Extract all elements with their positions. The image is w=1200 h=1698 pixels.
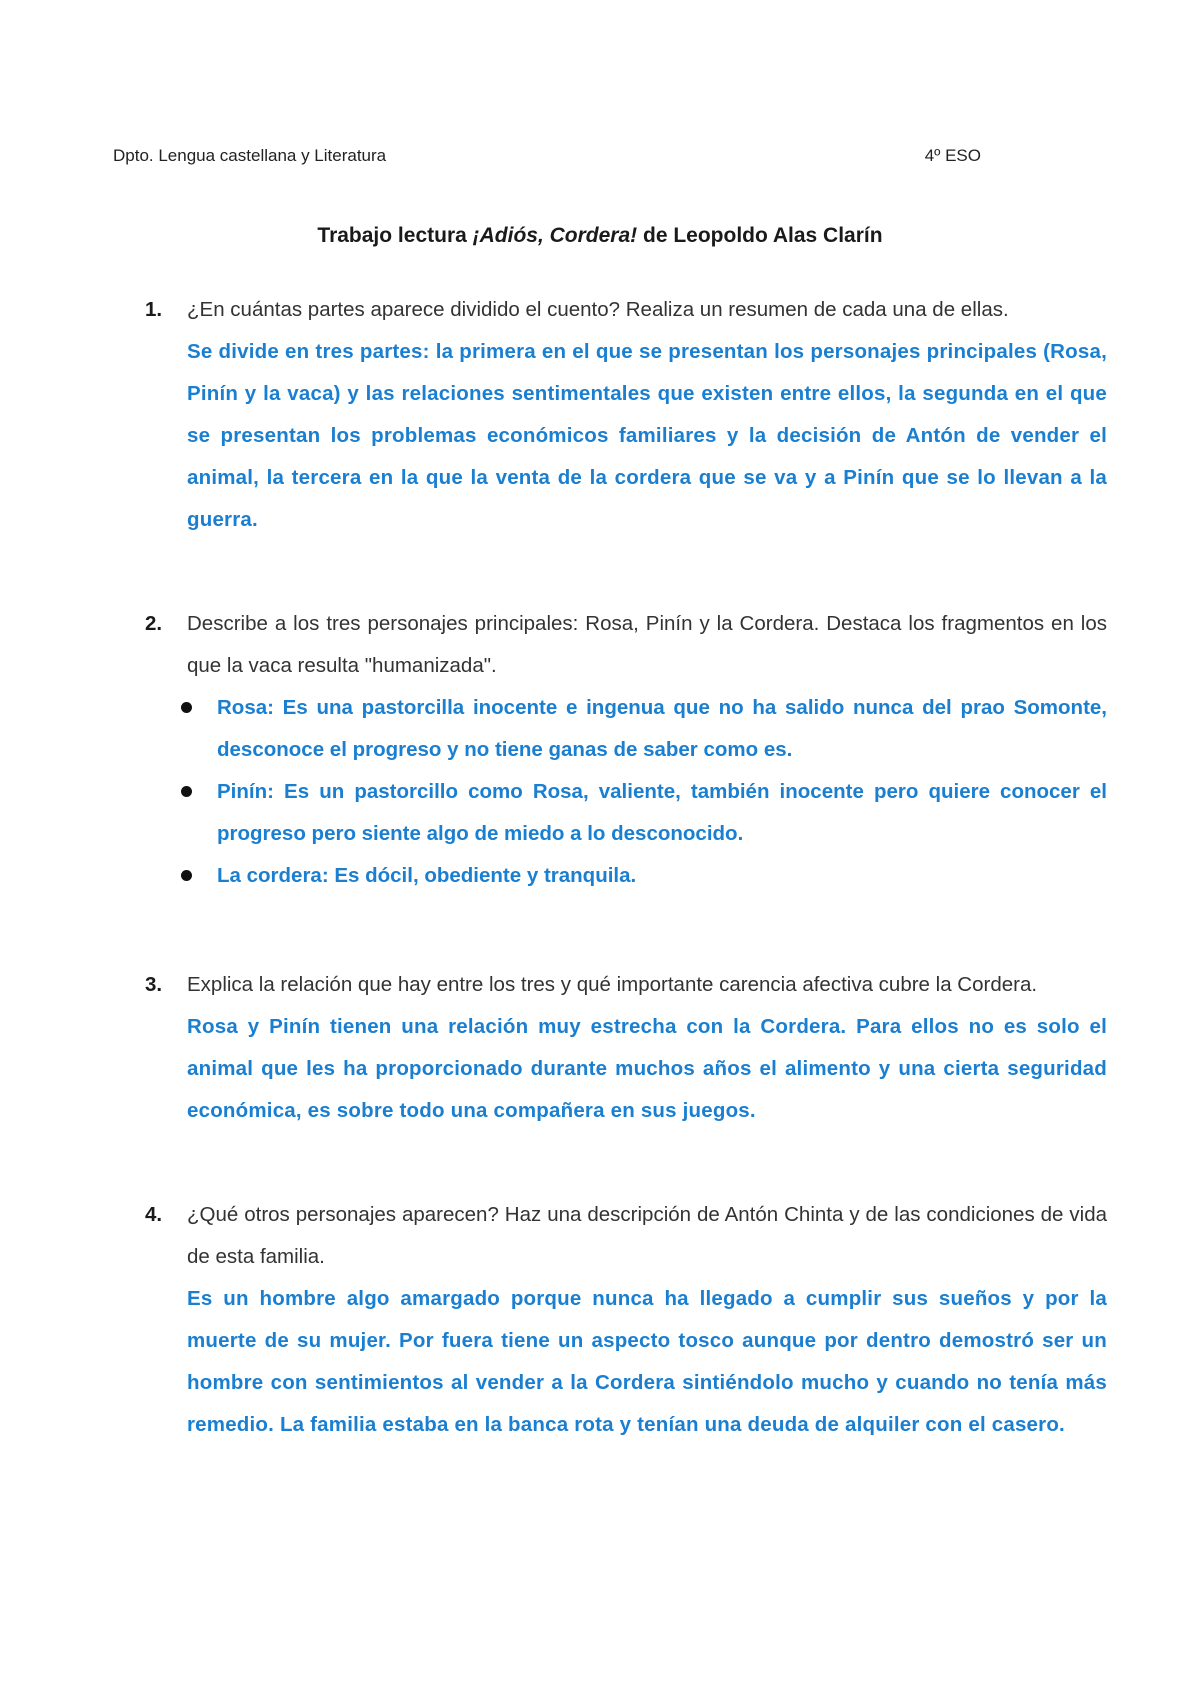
question-number: 4. — [145, 1203, 163, 1226]
question-number: 2. — [145, 612, 163, 635]
list-item — [145, 687, 1107, 771]
question-text: ¿Qué otros personajes aparecen? Haz una descripción de Antón Chinta y de las condiciones de vida de esta familia. — [187, 1203, 1107, 1268]
question-text: Explica la relación que hay entre los tres y qué importante carencia afectiva cubre la Cordera. — [187, 973, 1038, 996]
document-title — [0, 224, 1200, 248]
list-item — [145, 855, 1107, 897]
character-list — [145, 687, 1107, 897]
bullet-text: La cordera: Es dócil, obediente y tranquila. — [217, 864, 637, 887]
question-3 — [145, 964, 1107, 1132]
question-1 — [145, 289, 1107, 541]
question-number: 3. — [145, 973, 163, 996]
answer-text: Rosa y Pinín tienen una relación muy estrecha con la Cordera. Para ellos no es solo el animal que les ha proporcionado durante muchos años el alimento y una cierta seguridad económica, es sobre todo una compañera en sus juegos. — [187, 1015, 1107, 1122]
bullet-icon — [181, 870, 192, 881]
question-text: ¿En cuántas partes aparece dividido el cuento? Realiza un resumen de cada una de ellas. — [187, 298, 1009, 321]
grade-label: 4º ESO — [924, 146, 981, 165]
question-4 — [145, 1194, 1107, 1446]
answer-text: Se divide en tres partes: la primera en el que se presentan los personajes principales (Rosa, Pinín y la vaca) y las relaciones sentimentales que existen entre ellos, la segunda en el que se presentan los problemas económicos familiares y la decisión de Antón de vender el animal, la tercera en la que la venta de la cordera que se va y a Pinín que se lo llevan a la guerra. — [187, 340, 1107, 531]
question-2 — [145, 603, 1107, 897]
bullet-icon — [181, 702, 192, 713]
title-prefix: Trabajo lectura — [317, 224, 473, 247]
department-label: Dpto. Lengua castellana y Literatura — [113, 146, 387, 165]
list-item — [145, 771, 1107, 855]
title-italic: ¡Adiós, Cordera! — [472, 224, 638, 247]
title-suffix: de Leopoldo Alas Clarín — [637, 224, 883, 247]
bullet-text: Pinín: Es un pastorcillo como Rosa, valiente, también inocente pero quiere conocer el progreso pero siente algo de miedo a lo desconocido. — [217, 780, 1107, 845]
question-number: 1. — [145, 298, 163, 321]
bullet-text: Rosa: Es una pastorcilla inocente e ingenua que no ha salido nunca del prao Somonte, desconoce el progreso y no tiene ganas de saber como es. — [217, 696, 1107, 761]
bullet-icon — [181, 786, 192, 797]
page-header — [113, 146, 981, 166]
answer-text: Es un hombre algo amargado porque nunca ha llegado a cumplir sus sueños y por la muerte de su mujer. Por fuera tiene un aspecto tosco aunque por dentro demostró ser un hombre con sentimientos al vender a la Cordera sintiéndolo mucho y cuando no tenía más remedio. La familia estaba en la banca rota y tenían una deuda de alquiler con el casero. — [187, 1287, 1107, 1436]
question-text: Describe a los tres personajes principales: Rosa, Pinín y la Cordera. Destaca los fragmentos en los que la vaca resulta "humanizada". — [187, 612, 1107, 677]
